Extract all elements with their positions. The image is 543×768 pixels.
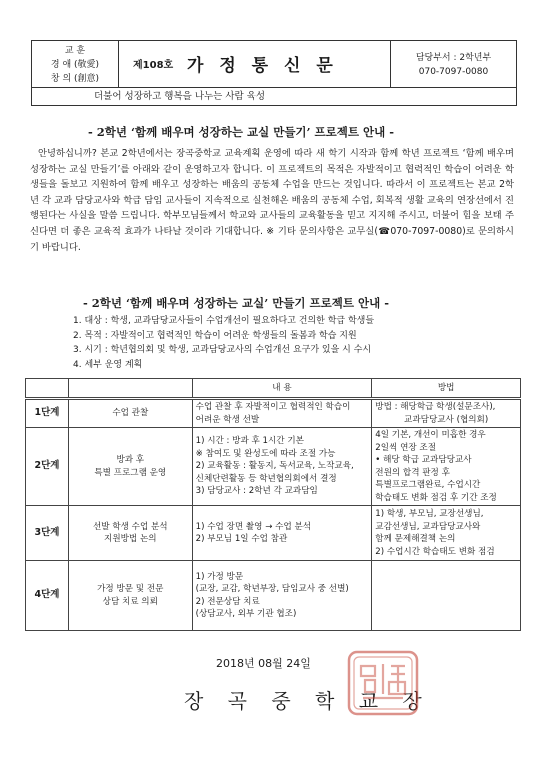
stage-method — [372, 561, 521, 631]
content-line: 어려운 학생 선발 — [195, 414, 260, 425]
content-line: 2) 전문상담 치료 — [195, 596, 260, 607]
stage-name-line: 선발 학생 수업 분석 — [92, 521, 168, 532]
content-line: (교장, 교감, 학년부장, 담임교사 중 선별) — [195, 584, 349, 594]
stage-cell: 2단계 — [26, 428, 69, 506]
stage-name-line: 방과 후 — [116, 455, 145, 465]
header-cell — [68, 379, 192, 399]
method-line: 4일 기본, 개선이 미흡한 경우 — [375, 430, 486, 440]
stage-name — [68, 506, 192, 561]
motto-line-1: 경 애 (敬愛) — [50, 60, 100, 70]
issue-number: 제108호 — [133, 60, 174, 71]
stage-content — [192, 399, 372, 428]
school-seal-stamp — [343, 648, 423, 718]
content-line: 2) 교육활동 : 활동지, 독서교육, 노작교육, — [195, 461, 354, 472]
table-row — [26, 561, 521, 631]
contact-cell — [391, 41, 516, 87]
list-item: 3. 시기 : 학년협의회 및 학생, 교과담당교사의 수업개선 요구가 있을 시 수시 — [73, 345, 372, 355]
stage-method — [372, 399, 521, 428]
method-line: 교감선생님, 교과담당교사와 — [375, 521, 481, 532]
newsletter-header — [31, 40, 517, 88]
content-line: 수업 관찰 후 자발적이고 협력적인 학습이 — [195, 402, 351, 412]
table-header-row — [26, 379, 521, 399]
content-line: ※ 참여도 및 완성도에 따라 조절 가능 — [195, 448, 336, 459]
newsletter-title: 가 정 통 신 문 — [187, 56, 338, 76]
method-line: 방법 : 해당학급 학생(설문조사), — [375, 402, 496, 412]
plan-list — [73, 314, 374, 372]
section2-title: - 2학년 ‘함께 배우며 성장하는 교실’ 만들기 프로젝트 안내 - — [83, 296, 389, 310]
method-line: 특별프로그램완료, 수업시간 — [375, 480, 481, 490]
issue-date: 2018년 08월 24일 — [216, 657, 311, 670]
stage-content — [192, 561, 372, 631]
stage-name — [68, 428, 192, 506]
content-line: (상담교사, 외부 기관 협조) — [195, 609, 297, 619]
title-cell — [119, 41, 391, 87]
stage-name-line: 가정 방문 및 전문 — [97, 584, 164, 594]
operation-plan-table — [25, 378, 521, 631]
motto-line-2: 창 의 (創意) — [50, 74, 100, 84]
school-slogan: 더불어 성장하고 행복을 나누는 사람 육성 — [31, 88, 517, 106]
motto-label: 교 훈 — [64, 46, 86, 56]
content-line: 3) 담당교사 : 2학년 각 교과담임 — [195, 486, 318, 497]
method-line: • 해당 학급 교과담당교사 — [375, 455, 472, 465]
table-row — [26, 428, 521, 506]
header-content: 내 용 — [192, 379, 372, 399]
intro-text: 안녕하십니까? 본교 2학년에서는 장곡중학교 교육계획 운영에 따라 새 학기 시작과 함께 학년 프로젝트 ‘함께 배우며 성장하는 교실 만들기’를 아래와 같이 운영하고자 합니다. 이 프로젝트의 목적은 자발적이고 협력적인 학습이 어려운 학생들을 돌보고 지원하여 함께 배우고 성장하는 배움의 공동체 수업을 만드는 것입니다. 따라서 이 프로젝트는 본교 2학년 각 교과 담당교사와 학급 담임 교사들이 지속적으로 실천해온 배움의 공동체 수업, 회복적 생활 교육의 연장선에서 진행된다는 사실을 말씀 드립니다. 학부모님들께서 학교와 교사들의 교육활동을 믿고 지지해 주시고, 더불어 힘을 보태 주신다면 더 좋은 교육적 효과가 나타날 것이라 기대합니다. ※ 기타 문의사항은 교무실(☎070-7097-0080)로 문의하시기 바랍니다. — [30, 148, 514, 253]
phone-number: 070-7097-0080 — [418, 67, 489, 77]
stage-name — [68, 561, 192, 631]
content-line: 1) 가정 방문 — [195, 571, 244, 582]
section1-title: - 2학년 ‘함께 배우며 성장하는 교실 만들기’ 프로젝트 안내 - — [88, 125, 394, 139]
stage-cell: 4단계 — [26, 561, 69, 631]
content-line: 1) 시간 : 방과 후 1시간 기본 — [195, 436, 304, 447]
list-item: 4. 세부 운영 계획 — [73, 359, 143, 370]
table-row — [26, 399, 521, 428]
stage-cell: 1단계 — [26, 399, 69, 428]
stage-content — [192, 506, 372, 561]
method-line: 교과담당교사 (협의회) — [404, 414, 489, 425]
content-line: 2) 부모님 1일 수업 참관 — [195, 534, 288, 544]
stage-name-line: 특별 프로그램 운영 — [94, 467, 167, 478]
intro-paragraph — [30, 146, 514, 255]
school-motto — [32, 41, 119, 87]
stage-method — [372, 506, 521, 561]
stage-content — [192, 428, 372, 506]
stage-name — [68, 399, 192, 428]
list-item: 2. 목적 : 자발적이고 협력적인 학습이 어려운 학생들의 돌봄과 학습 지원 — [73, 330, 357, 341]
method-line: 함께 문제해결책 논의 — [375, 534, 456, 544]
content-line: 1) 수업 장면 촬영 → 수업 분석 — [195, 521, 312, 532]
stage-cell: 3단계 — [26, 506, 69, 561]
stage-name-line: 수업 관찰 — [112, 408, 149, 419]
stage-method — [372, 428, 521, 506]
method-line: 학습태도 변화 점검 후 기간 조정 — [375, 492, 497, 503]
table-row — [26, 506, 521, 561]
method-line: 2일씩 연장 조절 — [375, 442, 437, 453]
department: 담당부서 : 2학년부 — [415, 53, 492, 63]
content-line: 신체단련활동 등 학년협의회에서 결정 — [195, 473, 337, 484]
list-item: 1. 대상 : 학생, 교과담당교사들이 수업개선이 필요하다고 건의한 학급 학생들 — [73, 316, 375, 326]
stage-name-line: 상담 치료 의뢰 — [102, 596, 158, 607]
header-cell — [26, 379, 69, 399]
method-line: 전원의 합격 판정 후 — [375, 467, 450, 478]
header-method: 방법 — [372, 379, 521, 399]
stage-name-line: 지원방법 논의 — [104, 534, 157, 544]
principal-signature: 장 곡 중 학 교 장 — [184, 689, 431, 713]
method-line: 2) 수업시간 학습태도 변화 점검 — [375, 546, 495, 557]
method-line: 1) 학생, 부모님, 교장선생님, — [375, 509, 484, 519]
